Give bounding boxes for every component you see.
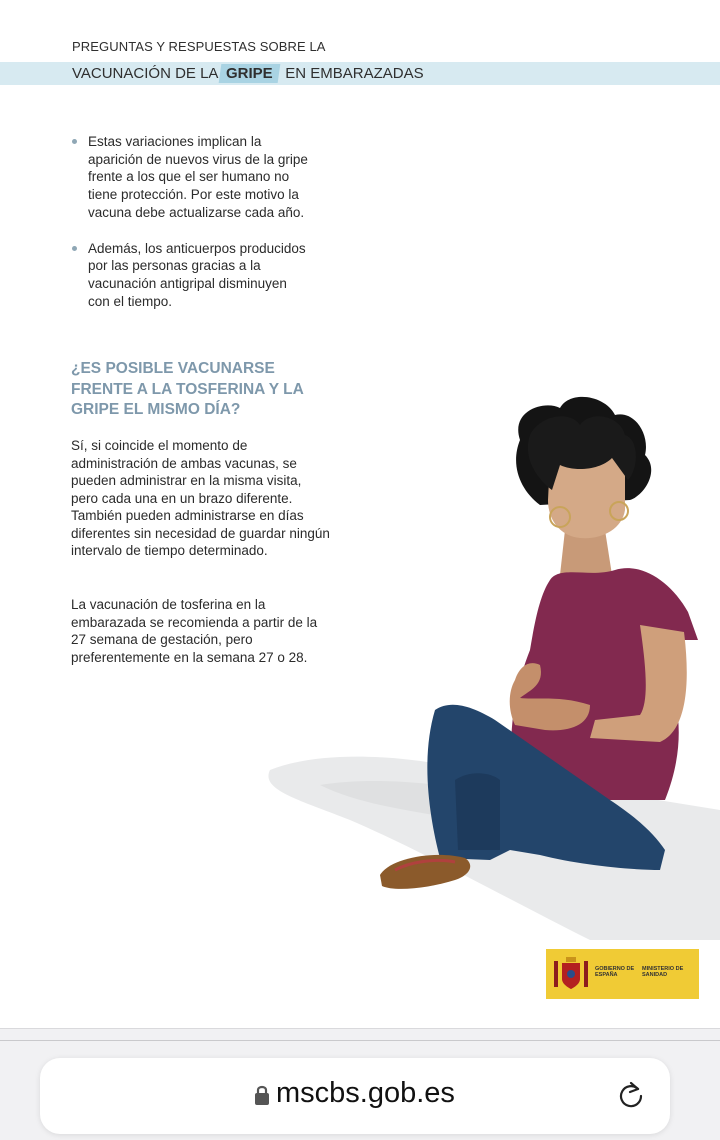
list-item	[72, 133, 312, 222]
header-title-post: EN EMBARAZADAS	[285, 65, 424, 82]
header-highlight-text: GRIPE	[226, 65, 274, 82]
section-paragraph-2: La vacunación de tosferina en la embarazada se recomienda a partir de la 27 semana de gestación, pero preferentemente en la semana 27 o 28.	[71, 597, 318, 665]
list-item	[72, 240, 312, 311]
bullet-dot-icon	[72, 139, 77, 144]
header-title-pre: VACUNACIÓN DE LA	[72, 65, 219, 82]
bullet-dot-icon	[72, 246, 77, 251]
section-heading: ¿ES POSIBLE VACUNARSE FRENTE A LA TOSFERINA Y LA GRIPE EL MISMO DÍA?	[71, 360, 304, 418]
header-highlight	[219, 64, 280, 83]
divider	[0, 1040, 720, 1041]
address-bar[interactable]	[40, 1058, 670, 1134]
pregnant-woman-illustration	[260, 380, 720, 940]
bullet-text: Además, los anticuerpos producidos por las personas gracias a la vacunación antigripal disminuyen con el tiempo.	[88, 240, 306, 309]
logo-left-text: GOBIERNO DE ESPAÑA	[595, 966, 635, 978]
government-logo	[546, 949, 699, 999]
lock-icon	[254, 1084, 270, 1106]
logo-right-text: MINISTERIO DE SANIDAD	[642, 966, 684, 978]
section-paragraph-1: Sí, si coincide el momento de administración de ambas vacunas, se pueden administrar en la misma visita, pero cada una en un brazo diferente. También pueden administrarse en días diferentes sin necesidad de guardar ningún intervalo de tiempo determinado.	[71, 438, 330, 558]
bullet-list	[72, 133, 312, 328]
header-title	[72, 64, 424, 83]
reload-icon[interactable]	[616, 1080, 646, 1110]
bullet-text: Estas variaciones implican la aparición de nuevos virus de la gripe frente a los que el ser humano no tiene protección. Por este motivo la vacuna debe actualizarse cada año.	[88, 134, 308, 220]
url-text[interactable]: mscbs.gob.es	[276, 1077, 455, 1109]
header-subtitle: PREGUNTAS Y RESPUESTAS SOBRE LA	[72, 39, 326, 54]
coat-of-arms-icon	[554, 957, 588, 991]
